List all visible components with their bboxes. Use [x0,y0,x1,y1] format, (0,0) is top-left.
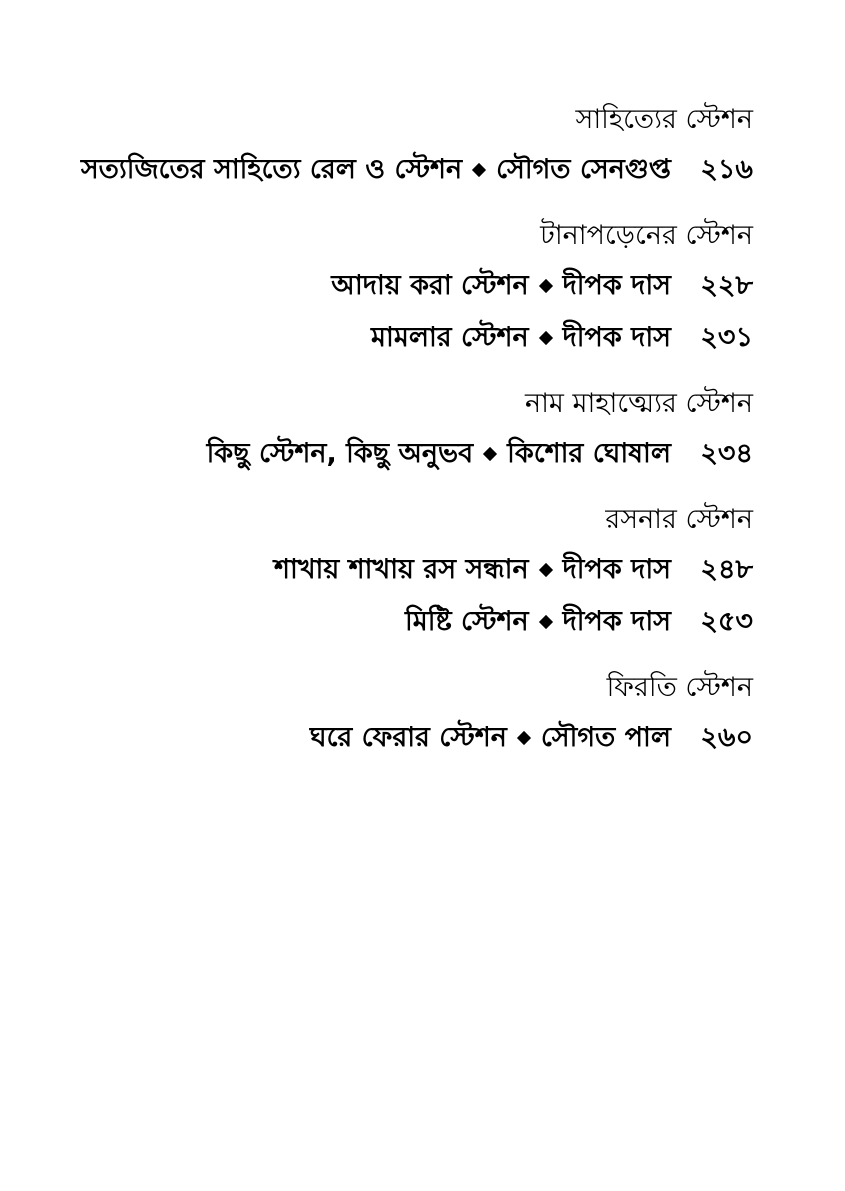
section-title: টানাপড়েনের স্টেশন [540,220,753,251]
section-title: সাহিত্যের স্টেশন [575,104,753,135]
entry-author: দীপক দাস [562,606,671,637]
toc-entry [53,266,753,306]
entry-title: আদায় করা স্টেশন [331,270,529,301]
section-title: নাম মাহাত্ম্যের স্টেশন [524,388,753,419]
entry-author: দীপক দাস [562,554,671,585]
table-of-contents [53,100,753,770]
entry-title: ঘরে ফেরার স্টেশন [309,722,507,753]
diamond-bullet-icon [472,163,486,177]
toc-entry [53,602,753,642]
entry-page-number: ২১৬ [700,154,753,185]
entry-page-number: ২৫৩ [700,606,753,637]
entry-author: কিশোর ঘোষাল [507,438,671,469]
entry-author: দীপক দাস [562,322,671,353]
entry-page-number: ২২৮ [700,270,753,301]
toc-section [53,384,753,474]
toc-section [53,500,753,642]
diamond-bullet-icon [517,731,531,745]
toc-entry [53,718,753,758]
diamond-bullet-icon [539,279,553,293]
entry-page-number: ২৩১ [700,322,753,353]
toc-section [53,668,753,758]
diamond-bullet-icon [539,563,553,577]
diamond-bullet-icon [539,615,553,629]
toc-section [53,100,753,190]
entry-author: দীপক দাস [562,270,671,301]
entry-page-number: ২৩৪ [700,438,753,469]
diamond-bullet-icon [539,331,553,345]
entry-title: মিষ্টি স্টেশন [405,606,529,637]
toc-entry [53,318,753,358]
toc-entry [53,434,753,474]
entry-page-number: ২৬০ [700,722,753,753]
section-title: ফিরতি স্টেশন [606,672,753,703]
toc-section [53,216,753,358]
entry-author: সৌগত পাল [540,722,671,753]
entry-title: সত্যজিতের সাহিত্যে রেল ও স্টেশন [80,154,463,185]
toc-entry [53,150,753,190]
entry-title: কিছু স্টেশন, কিছু অনুভব [206,438,474,469]
toc-entry [53,550,753,590]
entry-title: মামলার স্টেশন [371,322,529,353]
entry-title: শাখায় শাখায় রস সন্ধান [274,554,529,585]
entry-page-number: ২৪৮ [700,554,753,585]
section-title: রসনার স্টেশন [605,504,753,535]
entry-author: সৌগত সেনগুপ্ত [496,154,671,185]
diamond-bullet-icon [483,447,497,461]
